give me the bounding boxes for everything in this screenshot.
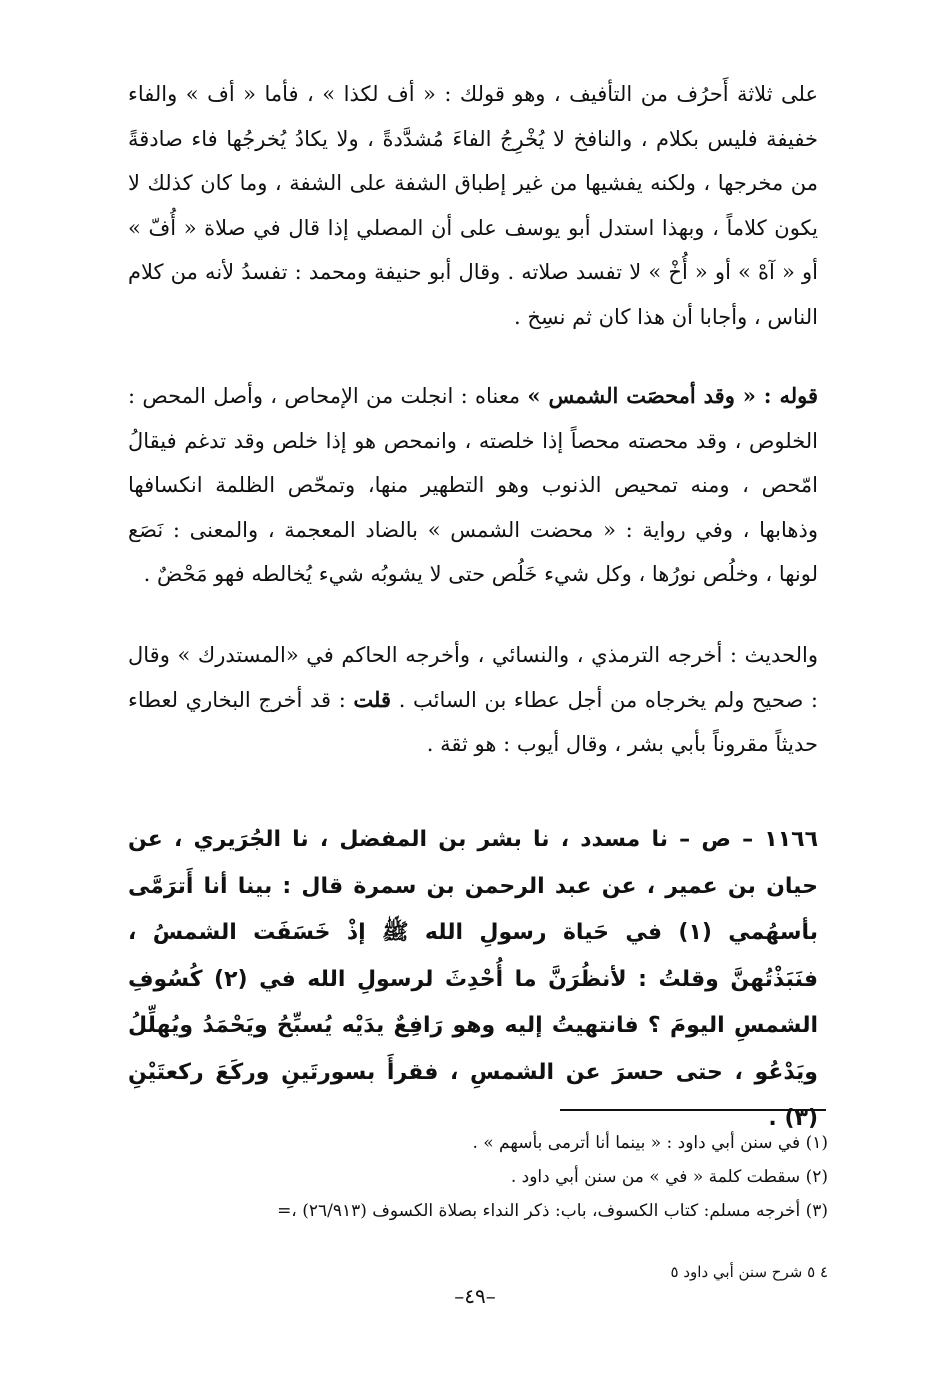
footnote-1: (١) في سنن أبي داود : « بينما أنا أترمى بأسهم » . bbox=[472, 1133, 828, 1153]
paragraph-lead: قلت bbox=[353, 686, 392, 712]
page-number: –٤٩– bbox=[454, 1284, 496, 1308]
hadith-1166 bbox=[128, 817, 818, 1143]
paragraph-text: والحديث : أخرجه الترمذي ، والنسائي ، وأخرجه الحاكم في «المستدرك » وقال : صحيح ولم يخرجاه من أجل عطاء بن السائب . bbox=[128, 643, 818, 712]
paragraph-lead: قوله : « وقد أمحصَت الشمس » bbox=[527, 383, 819, 408]
hadith-text: ١١٦٦ – ص – نا مسدد ، نا بشر بن المفضل ، نا الجُرَيري ، عن حيان بن عمير ، عن عبد الرحمن بن سمرة قال : بينا أنا أَترَمَّى بأسهُمي (١) في حَياة رسولِ الله ﷺ إذْ خَسَفَت الشمسُ ، فنَبَذْتُهنَّ وقلتُ : لأنظُرَنَّ ما أُحْدِثَ لرسولِ الله في (٢) كُسُوفِ الشمسِ اليومَ ؟ فانتهيتُ إليه وهو رَافِعٌ يدَيْه يُسبِّحُ ويَحْمَدُ ويُهلِّلُ ويَدْعُو ، حتى حسرَ عن الشمسِ ، فقرأَ بسورتَينِ وركَعَ ركعتَيْنِ (٣) . bbox=[128, 827, 818, 1131]
footnote-3: (٣) أخرجه مسلم: كتاب الكسوف، باب: ذكر النداء بصلاة الكسوف (٢٦/٩١٣) ،= bbox=[277, 1201, 828, 1221]
paragraph-text: معناه : انجلت من الإمحاص ، وأصل المحص : الخلوص ، وقد محصته محصاً إذا خلصته ، وانمحص هو إذا خلص وقد تدغم فيقالُ امّحص ، ومنه تمحيص الذنوب وهو التطهير منها، وتمحّص الظلمة انكسافها وذهابها ، وفي رواية : « محضت الشمس » بالضاد المعجمة ، والمعنى : نَصَع لونها ، وخلُص نورُها ، وكل شيء خَلُص حتى لا يشوبُه شيء يُخالطه فهو مَحْضٌ . bbox=[128, 384, 818, 586]
paragraph-text: على ثلاثة أَحرُف من التأفيف ، وهو قولك : « أف لكذا » ، فأما « أف » والفاء خفيفة فليس بكلام ، والنافخ لا يُخْرِجُ الفاءَ مُشدَّدةً ، ولا يكادُ يُخرجُها فاء صادقةً من مخرجها ، ولكنه يفشيها من غير إطباق الشفة على الشفة ، وما كان كذلك لا يكون كلاماً ، وبهذا استدل أبو يوسف على أن المصلي إذا قال في صلاة « أُفّ » أو « آهْ » أو « أُخْ » لا تفسد صلاته . وقال أبو حنيفة ومحمد : تفسدُ لأنه من كلام الناس ، وأجابا أن هذا كان ثم نسِخ . bbox=[128, 82, 818, 329]
paragraph-text-2: : قد أخرج البخاري لعطاء حديثاً مقروناً بأبي بشر ، وقال أيوب : هو ثقة . bbox=[128, 687, 818, 756]
footnote-2: (٢) سقطت كلمة « في » من سنن أبي داود . bbox=[510, 1167, 828, 1187]
paragraph-taffif bbox=[128, 72, 818, 339]
paragraph-amhasat bbox=[128, 374, 818, 597]
paragraph-takhrij bbox=[128, 633, 818, 767]
footnote-divider bbox=[560, 1109, 826, 1111]
running-footer: ٤ ٥ شرح سنن أبي داود ٥ bbox=[670, 1263, 828, 1281]
